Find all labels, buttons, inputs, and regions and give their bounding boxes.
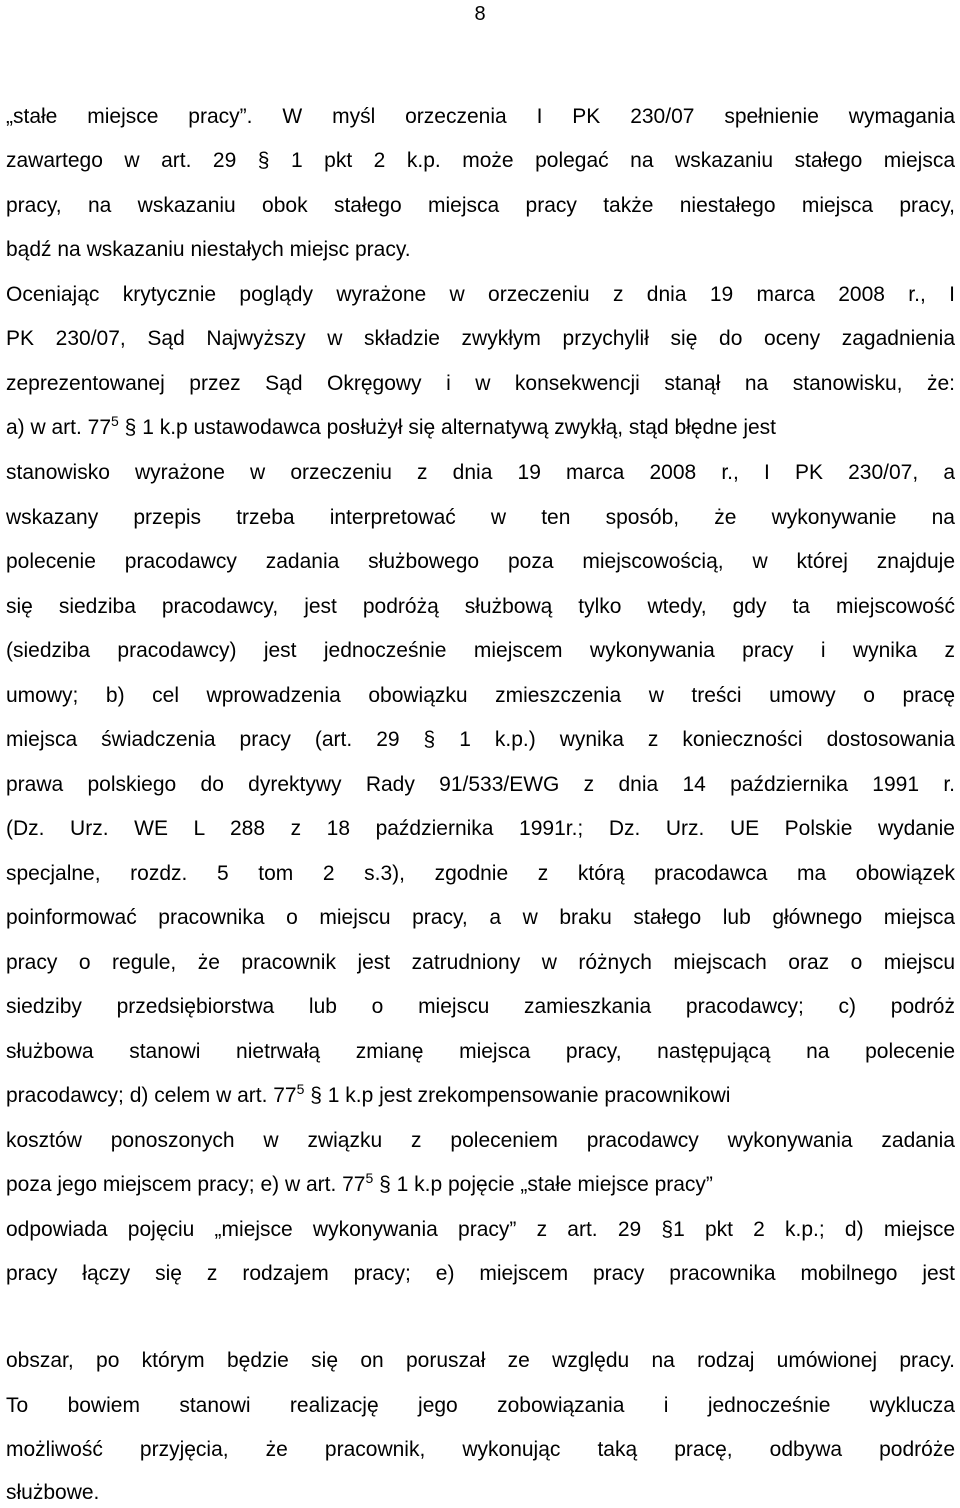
text-line: PK 230/07, Sąd Najwyższy w składzie zwykłym przychylił się do oceny zagadnienia bbox=[6, 327, 955, 350]
text-segment: § 1 k.p pojęcie „stałe miejsce pracy” bbox=[373, 1173, 713, 1196]
text-line: pracy o regule, że pracownik jest zatrudniony w różnych miejscach oraz o miejscu bbox=[6, 951, 955, 974]
text-line: umowy; b) cel wprowadzenia obowiązku zmieszczenia w treści umowy o pracę bbox=[6, 684, 955, 707]
text-line: się siedziba pracodawcy, jest podróżą służbową tylko wtedy, gdy ta miejscowość bbox=[6, 595, 955, 618]
text-line: specjalne, rozdz. 5 tom 2 s.3), zgodnie z którą pracodawca ma obowiązek bbox=[6, 862, 955, 885]
text-segment: a) w art. 77 bbox=[6, 416, 112, 439]
superscript: 5 bbox=[365, 1170, 374, 1186]
text-line: odpowiada pojęciu „miejsce wykonywania pracy” z art. 29 §1 pkt 2 k.p.; d) miejsce bbox=[6, 1218, 955, 1241]
text-line: siedziby przedsiębiorstwa lub o miejscu zamieszkania pracodawcy; c) podróż bbox=[6, 995, 955, 1018]
text-line: poinformować pracownika o miejscu pracy, a w braku stałego lub głównego miejsca bbox=[6, 906, 955, 929]
text-line: bądź na wskazaniu niestałych miejsc pracy. bbox=[6, 238, 411, 261]
text-line: polecenie pracodawcy zadania służbowego poza miejscowością, w której znajduje bbox=[6, 550, 955, 573]
text-line: wskazany przepis trzeba interpretować w ten sposób, że wykonywanie na bbox=[6, 506, 955, 529]
text-segment: § 1 k.p jest zrekompensowanie pracownikowi bbox=[304, 1084, 731, 1107]
text-line: pracy łączy się z rodzajem pracy; e) miejscem pracy pracownika mobilnego jest bbox=[6, 1262, 955, 1285]
text-line: obszar, po którym będzie się on poruszał ze względu na rodzaj umówionej pracy. bbox=[6, 1349, 955, 1372]
text-line: kosztów ponoszonych w związku z poleceniem pracodawcy wykonywania zadania bbox=[6, 1129, 955, 1152]
text-line: „stałe miejsce pracy”. W myśl orzeczenia I PK 230/07 spełnienie wymagania bbox=[6, 105, 955, 128]
text-line: stanowisko wyrażone w orzeczeniu z dnia 19 marca 2008 r., I PK 230/07, a bbox=[6, 461, 955, 484]
text-segment: § 1 k.p ustawodawca posłużył się alternatywą zwykłą, stąd błędne jest bbox=[118, 416, 777, 439]
text-line: (siedziba pracodawcy) jest jednocześnie miejscem wykonywania pracy i wynika z bbox=[6, 639, 955, 662]
text-line: pracy, na wskazaniu obok stałego miejsca pracy także niestałego miejsca pracy, bbox=[6, 194, 955, 217]
text-line: (Dz. Urz. WE L 288 z 18 października 1991r.; Dz. Urz. UE Polskie wydanie bbox=[6, 817, 955, 840]
text-segment: pracodawcy; d) celem w art. 77 bbox=[6, 1084, 297, 1107]
text-line bbox=[6, 1082, 955, 1110]
superscript: 5 bbox=[111, 413, 119, 429]
text-line bbox=[6, 414, 955, 442]
text-line bbox=[6, 1171, 955, 1199]
text-line: miejsca świadczenia pracy (art. 29 § 1 k.p.) wynika z konieczności dostosowania bbox=[6, 728, 955, 751]
text-segment: poza jego miejscem pracy; e) w art. 77 bbox=[6, 1173, 366, 1196]
text-line: zeprezentowanej przez Sąd Okręgowy i w konsekwencji stanął na stanowisku, że: bbox=[6, 372, 955, 395]
text-line: zawartego w art. 29 § 1 pkt 2 k.p. może polegać na wskazaniu stałego miejsca bbox=[6, 149, 955, 172]
superscript: 5 bbox=[296, 1081, 305, 1097]
text-line: służbowe. bbox=[6, 1481, 100, 1504]
page-number: 8 bbox=[474, 3, 486, 25]
text-line: To bowiem stanowi realizację jego zobowiązania i jednocześnie wyklucza bbox=[6, 1394, 955, 1417]
text-line: Oceniając krytycznie poglądy wyrażone w orzeczeniu z dnia 19 marca 2008 r., I bbox=[6, 283, 955, 306]
text-line: służbowa stanowi nietrwałą zmianę miejsca pracy, następującą na polecenie bbox=[6, 1040, 955, 1063]
text-line: możliwość przyjęcia, że pracownik, wykonując taką pracę, odbywa podróże bbox=[6, 1438, 955, 1461]
text-line: prawa polskiego do dyrektywy Rady 91/533/EWG z dnia 14 października 1991 r. bbox=[6, 773, 955, 796]
